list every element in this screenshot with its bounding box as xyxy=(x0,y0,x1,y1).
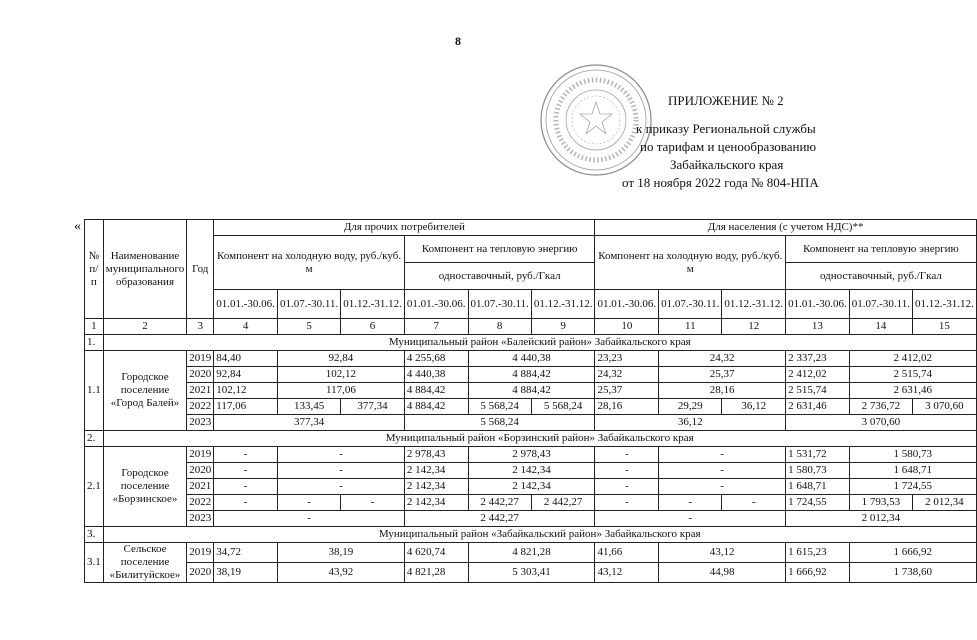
column-number: 8 xyxy=(468,319,531,335)
table-row xyxy=(85,495,977,511)
column-number: 15 xyxy=(913,319,977,335)
table-row xyxy=(85,399,977,415)
column-number: 13 xyxy=(786,319,850,335)
table-row xyxy=(85,543,977,563)
section-row xyxy=(85,431,977,447)
value-cell: 29,29 xyxy=(659,399,722,415)
value-cell: 2 142,34 xyxy=(468,479,595,495)
year-cell: 2020 xyxy=(187,367,214,383)
value-cell: 38,19 xyxy=(277,543,404,563)
value-cell: 2 442,27 xyxy=(531,495,595,511)
period-header: 01.12.-31.12. xyxy=(722,290,786,319)
column-number: 1 xyxy=(85,319,104,335)
column-number: 9 xyxy=(531,319,595,335)
value-cell: 2 442,27 xyxy=(468,495,531,511)
value-cell: 44,98 xyxy=(659,563,786,583)
table-row xyxy=(85,351,977,367)
value-cell: 4 821,28 xyxy=(404,563,468,583)
header-cold-water-other: Компонент на холодную воду, руб./куб. м xyxy=(214,236,405,290)
appendix-line-3: Забайкальского края xyxy=(670,157,784,172)
table-row xyxy=(85,479,977,495)
table-row xyxy=(85,415,977,431)
value-cell: 4 884,42 xyxy=(468,367,595,383)
value-cell: 4 884,42 xyxy=(404,399,468,415)
value-cell: 41,66 xyxy=(595,543,659,563)
value-cell: 3 070,60 xyxy=(786,415,977,431)
value-cell: - xyxy=(595,495,659,511)
period-header: 01.12.-31.12. xyxy=(531,290,595,319)
value-cell: - xyxy=(595,479,659,495)
header-heat-other: Компонент на тепловую энергию xyxy=(404,236,595,263)
subsection-number: 2.1 xyxy=(85,447,104,527)
table-row xyxy=(85,563,977,583)
period-header: 01.07.-30.11. xyxy=(659,290,722,319)
value-cell: 1 580,73 xyxy=(786,463,850,479)
header-single-rate-other: одноставочный, руб./Гкал xyxy=(404,263,595,290)
value-cell: 2 631,46 xyxy=(786,399,850,415)
table-row xyxy=(85,511,977,527)
value-cell: 2 142,34 xyxy=(468,463,595,479)
header-population: Для населения (с учетом НДС)** xyxy=(595,220,976,236)
column-number: 10 xyxy=(595,319,659,335)
value-cell: 4 884,42 xyxy=(404,383,468,399)
table-row xyxy=(85,367,977,383)
value-cell: - xyxy=(595,511,786,527)
appendix-line-2: по тарифам и ценообразованию xyxy=(640,139,817,154)
value-cell: 5 568,24 xyxy=(531,399,595,415)
subsection-name: Городское поселение «Борзинское» xyxy=(103,447,187,527)
value-cell: 2 412,02 xyxy=(849,351,976,367)
subsection-number: 3.1 xyxy=(85,543,104,583)
page-number: 8 xyxy=(455,34,461,48)
value-cell: 102,12 xyxy=(277,367,404,383)
value-cell: 2 736,72 xyxy=(849,399,912,415)
year-cell: 2020 xyxy=(187,463,214,479)
value-cell: 1 666,92 xyxy=(849,543,976,563)
period-header: 01.01.-30.06. xyxy=(595,290,659,319)
column-number: 5 xyxy=(277,319,340,335)
value-cell: 1 724,55 xyxy=(849,479,976,495)
period-header: 01.12.-31.12. xyxy=(341,290,405,319)
value-cell: - xyxy=(595,447,659,463)
section-title: Муниципальный район «Борзинский район» Забайкальского края xyxy=(103,431,976,447)
year-cell: 2021 xyxy=(187,383,214,399)
value-cell: 4 884,42 xyxy=(468,383,595,399)
column-number: 7 xyxy=(404,319,468,335)
value-cell: 1 724,55 xyxy=(786,495,850,511)
header-heat-population: Компонент на тепловую энергию xyxy=(786,236,977,263)
period-header: 01.12.-31.12. xyxy=(913,290,977,319)
value-cell: 34,72 xyxy=(214,543,278,563)
value-cell: 5 303,41 xyxy=(468,563,595,583)
period-header: 01.07.-30.11. xyxy=(849,290,912,319)
column-number: 2 xyxy=(103,319,187,335)
value-cell: 133,45 xyxy=(277,399,340,415)
year-cell: 2021 xyxy=(187,479,214,495)
column-number: 12 xyxy=(722,319,786,335)
value-cell: - xyxy=(595,463,659,479)
value-cell: 43,12 xyxy=(659,543,786,563)
value-cell: 92,84 xyxy=(214,367,278,383)
value-cell: 24,32 xyxy=(659,351,786,367)
value-cell: 117,06 xyxy=(214,399,278,415)
value-cell: 25,37 xyxy=(659,367,786,383)
value-cell: 28,16 xyxy=(595,399,659,415)
opening-quote-mark: « xyxy=(74,219,81,234)
value-cell: 2 978,43 xyxy=(404,447,468,463)
appendix-title: ПРИЛОЖЕНИЕ № 2 xyxy=(668,93,784,108)
section-title: Муниципальный район «Забайкальский район» Забайкальского края xyxy=(103,527,976,543)
value-cell: 2 142,34 xyxy=(404,479,468,495)
section-number: 2. xyxy=(85,431,104,447)
value-cell: - xyxy=(659,447,786,463)
value-cell: - xyxy=(214,511,405,527)
value-cell: 4 255,68 xyxy=(404,351,468,367)
official-seal-stamp xyxy=(538,62,654,178)
year-cell: 2019 xyxy=(187,543,214,563)
value-cell: 1 531,72 xyxy=(786,447,850,463)
column-number: 4 xyxy=(214,319,278,335)
column-number: 3 xyxy=(187,319,214,335)
value-cell: 92,84 xyxy=(277,351,404,367)
value-cell: 2 978,43 xyxy=(468,447,595,463)
value-cell: 2 631,46 xyxy=(849,383,976,399)
value-cell: 23,23 xyxy=(595,351,659,367)
header-municipality-name: Наименование муниципального образования xyxy=(103,220,187,319)
year-cell: 2023 xyxy=(187,415,214,431)
value-cell: 1 666,92 xyxy=(786,563,850,583)
table-row xyxy=(85,463,977,479)
value-cell: 4 440,38 xyxy=(404,367,468,383)
value-cell: 36,12 xyxy=(595,415,786,431)
value-cell: 377,34 xyxy=(341,399,405,415)
value-cell: 4 620,74 xyxy=(404,543,468,563)
year-cell: 2019 xyxy=(187,351,214,367)
period-header: 01.07.-30.11. xyxy=(468,290,531,319)
value-cell: - xyxy=(659,463,786,479)
year-cell: 2020 xyxy=(187,563,214,583)
value-cell: 43,12 xyxy=(595,563,659,583)
value-cell: - xyxy=(659,495,722,511)
appendix-line-4: от 18 ноября 2022 года № 804-НПА xyxy=(622,175,819,190)
tariff-table xyxy=(84,219,977,583)
value-cell: 2 012,34 xyxy=(913,495,977,511)
value-cell: - xyxy=(214,463,278,479)
value-cell: 43,92 xyxy=(277,563,404,583)
value-cell: 2 515,74 xyxy=(849,367,976,383)
value-cell: 24,32 xyxy=(595,367,659,383)
value-cell: 4 821,28 xyxy=(468,543,595,563)
value-cell: - xyxy=(341,495,405,511)
year-cell: 2019 xyxy=(187,447,214,463)
header-cold-water-population: Компонент на холодную воду, руб./куб. м xyxy=(595,236,786,290)
value-cell: 117,06 xyxy=(277,383,404,399)
value-cell: 377,34 xyxy=(214,415,405,431)
section-title: Муниципальный район «Балейский район» Забайкальского края xyxy=(103,335,976,351)
subsection-name: Городское поселение «Город Балей» xyxy=(103,351,187,431)
section-row xyxy=(85,527,977,543)
value-cell: 5 568,24 xyxy=(468,399,531,415)
period-header: 01.01.-30.06. xyxy=(786,290,850,319)
year-cell: 2023 xyxy=(187,511,214,527)
value-cell: 1 615,23 xyxy=(786,543,850,563)
value-cell: 36,12 xyxy=(722,399,786,415)
value-cell: - xyxy=(277,463,404,479)
value-cell: 1 580,73 xyxy=(849,447,976,463)
value-cell: - xyxy=(277,495,340,511)
value-cell: 2 515,74 xyxy=(786,383,850,399)
column-number: 14 xyxy=(849,319,912,335)
value-cell: 28,16 xyxy=(659,383,786,399)
table-row xyxy=(85,383,977,399)
value-cell: 1 793,53 xyxy=(849,495,912,511)
value-cell: 3 070,60 xyxy=(913,399,977,415)
subsection-number: 1.1 xyxy=(85,351,104,431)
value-cell: 38,19 xyxy=(214,563,278,583)
value-cell: 2 337,23 xyxy=(786,351,850,367)
subsection-name: Сельское поселение «Билитуйское» xyxy=(103,543,187,583)
value-cell: 84,40 xyxy=(214,351,278,367)
value-cell: - xyxy=(277,447,404,463)
appendix-line-1: к приказу Региональной службы xyxy=(636,121,816,136)
value-cell: - xyxy=(214,495,278,511)
section-row xyxy=(85,335,977,351)
column-number: 6 xyxy=(341,319,405,335)
value-cell: 5 568,24 xyxy=(404,415,595,431)
header-year: Год xyxy=(187,220,214,319)
value-cell: - xyxy=(722,495,786,511)
value-cell: 2 442,27 xyxy=(404,511,595,527)
column-numbers-row xyxy=(85,319,977,335)
value-cell: 2 142,34 xyxy=(404,463,468,479)
year-cell: 2022 xyxy=(187,495,214,511)
period-header: 01.07.-30.11. xyxy=(277,290,340,319)
value-cell: - xyxy=(277,479,404,495)
table-row xyxy=(85,447,977,463)
header-row-number: № п/п xyxy=(85,220,104,319)
value-cell: 1 648,71 xyxy=(786,479,850,495)
value-cell: 4 440,38 xyxy=(468,351,595,367)
value-cell: 2 012,34 xyxy=(786,511,977,527)
header-single-rate-population: одноставочный, руб./Гкал xyxy=(786,263,977,290)
value-cell: - xyxy=(659,479,786,495)
value-cell: 25,37 xyxy=(595,383,659,399)
value-cell: - xyxy=(214,447,278,463)
value-cell: 1 648,71 xyxy=(849,463,976,479)
period-header: 01.01.-30.06. xyxy=(214,290,278,319)
value-cell: 1 738,60 xyxy=(849,563,976,583)
value-cell: 102,12 xyxy=(214,383,278,399)
value-cell: - xyxy=(214,479,278,495)
section-number: 3. xyxy=(85,527,104,543)
header-other-consumers: Для прочих потребителей xyxy=(214,220,595,236)
column-number: 11 xyxy=(659,319,722,335)
value-cell: 2 412,02 xyxy=(786,367,850,383)
value-cell: 2 142,34 xyxy=(404,495,468,511)
year-cell: 2022 xyxy=(187,399,214,415)
period-header: 01.01.-30.06. xyxy=(404,290,468,319)
section-number: 1. xyxy=(85,335,104,351)
